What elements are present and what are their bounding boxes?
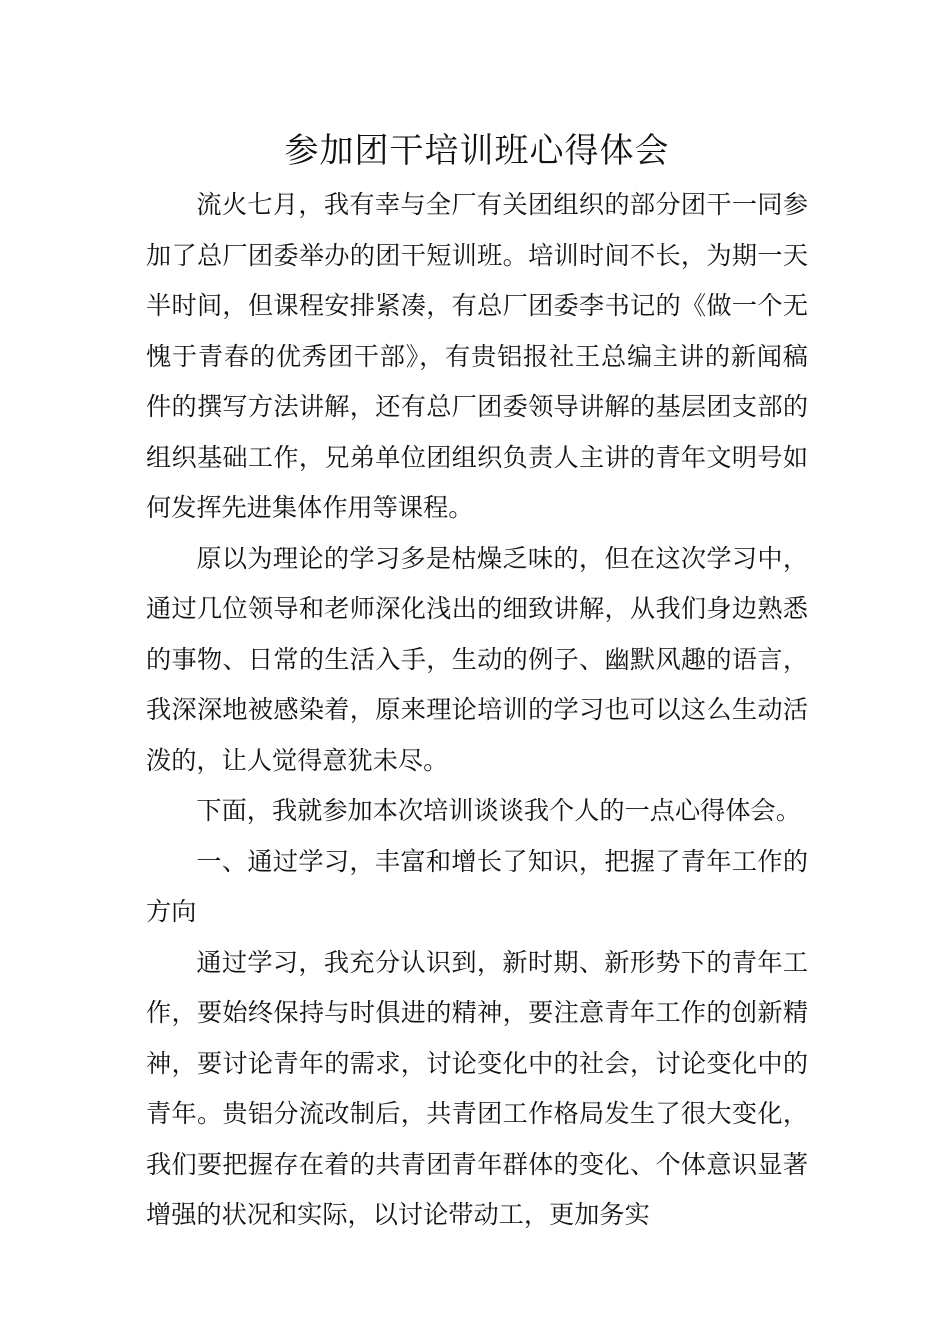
paragraph-3: 下面，我就参加本次培训谈谈我个人的一点心得体会。 xyxy=(196,796,801,825)
paragraph-2: 原以为理论的学习多是枯燥乏味的，但在这次学习中，通过几位领导和老师深化浅出的细致讲解，从我们身边熟悉的事物、日常的生活入手，生动的例子、幽默风趣的语言，我深深地被感染着，原来理论培训的学习也可以这么生动活泼的，让人觉得意犹未尽。 xyxy=(146,543,808,775)
section-heading-1: 一、通过学习，丰富和增长了知识，把握了青年工作的方向 xyxy=(146,846,808,926)
paragraph-1: 流火七月，我有幸与全厂有关团组织的部分团干一同参加了总厂团委举办的团干短训班。培训时间不长，为期一天半时间，但课程安排紧凑，有总厂团委李书记的《做一个无愧于青春的优秀团干部》，有贵铝报社王总编主讲的新闻稿件的撰写方法讲解，还有总厂团委领导讲解的基层团支部的组织基础工作，兄弟单位团组织负责人主讲的青年文明号如何发挥先进集体作用等课程。 xyxy=(146,190,808,522)
document-page xyxy=(146,126,808,1241)
paragraph-4: 通过学习，我充分认识到，新时期、新形势下的青年工作，要始终保持与时俱进的精神，要注意青年工作的创新精神，要讨论青年的需求，讨论变化中的社会，讨论变化中的青年。贵铝分流改制后，共青团工作格局发生了很大变化，我们要把握存在着的共青团青年群体的变化、个体意识显著增强的状况和实际，以讨论带动工，更加务实 xyxy=(146,947,808,1229)
document-title: 参加团干培训班心得体会 xyxy=(284,131,670,171)
